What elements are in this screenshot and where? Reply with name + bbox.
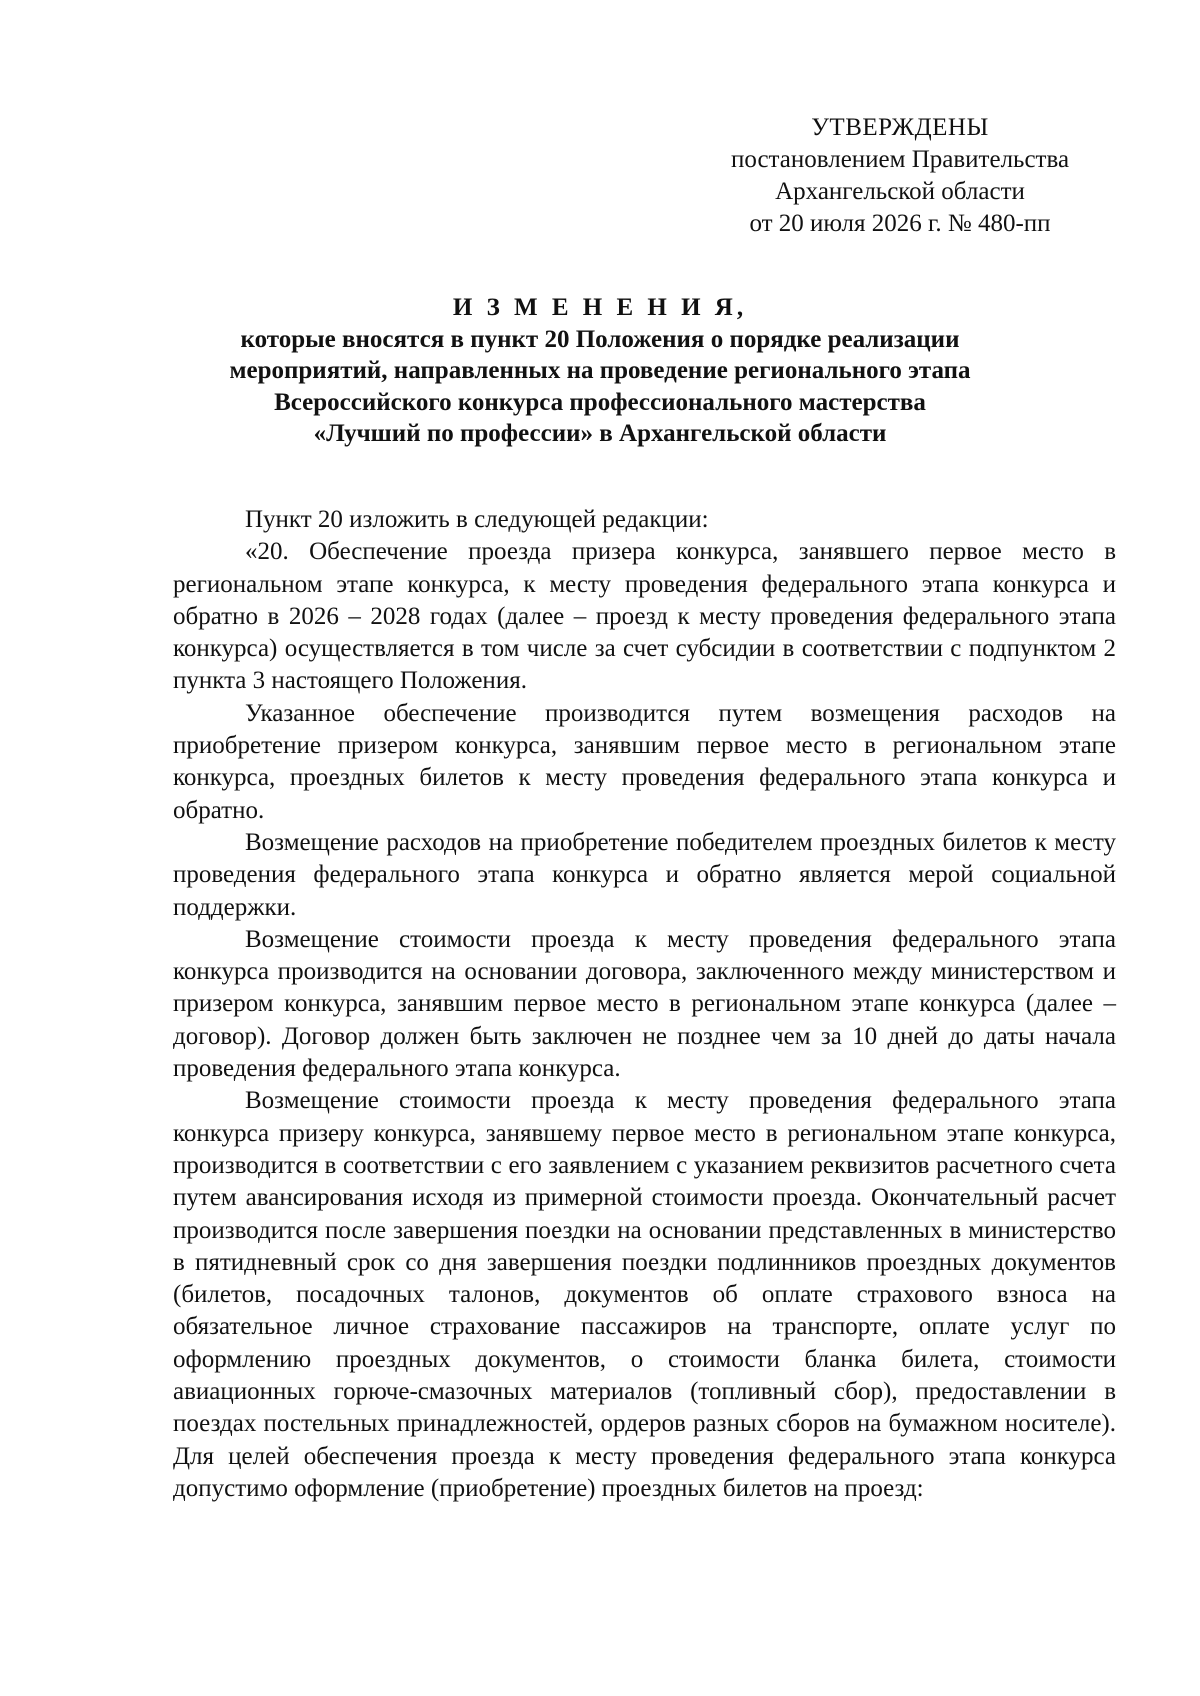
- document-heading: [150, 292, 1050, 450]
- body-paragraph: «20. Обеспечение проезда призера конкурса, занявшего первое место в региональном этапе конкурса, к месту проведения федерального этапа конкурса и обратно в 2026 – 2028 годах (далее – проезд к месту проведения федерального этапа конкурса) осуществляется в том числе за счет субсидии в соответствии с подпунктом 2 пункта 3 настоящего Положения.: [173, 538, 1116, 695]
- approval-stamp: [690, 112, 1110, 240]
- document-subtitle-line-4: «Лучший по профессии» в Архангельской области: [313, 420, 887, 447]
- document-subtitle-line-2: мероприятий, направленных на проведение регионального этапа: [229, 357, 971, 384]
- document-subtitle-line-1: которые вносятся в пункт 20 Положения о порядке реализации: [240, 325, 960, 353]
- approval-line-1: постановлением Правительства: [730, 146, 1070, 173]
- approval-title: УТВЕРЖДЕНЫ: [811, 114, 989, 141]
- body-paragraph: Возмещение стоимости проезда к месту проведения федерального этапа конкурса производится на основании договора, заключенного между министерством и призером конкурса, занявшим первое место в региональном этапе конкурса (далее – договор). Договор должен быть заключен не позднее чем за 10 дней до даты начала проведения федерального этапа конкурса.: [173, 925, 1116, 1083]
- document-subtitle-line-3: Всероссийского конкурса профессионального мастерства: [274, 388, 926, 416]
- document-body: [173, 504, 1116, 1505]
- body-paragraph: Возмещение расходов на приобретение победителем проездных билетов к месту проведения федерального этапа конкурса и обратно является мерой социальной поддержки.: [173, 828, 1116, 921]
- approval-line-3: от 20 июля 2026 г. № 480-пп: [749, 210, 1051, 237]
- body-paragraph: Возмещение стоимости проезда к месту проведения федерального этапа конкурса призеру конкурса, занявшему первое место в региональном этапе конкурса, производится в соответствии с его заявлением с указанием реквизитов расчетного счета путем авансирования исходя из примерной стоимости проезда. Окончательный расчет производится после завершения поездки на основании представленных в министерство в пятидневный срок со дня завершения поездки подлинников проездных документов (билетов, посадочных талонов, документов об оплате страхового взноса на обязательное личное страхование пассажиров на транспорте, оплате услуг по оформлению проездных документов, о стоимости бланка билета, стоимости авиационных горюче-смазочных материалов (топливный сбор), предоставлении в поездах постельных принадлежностей, ордеров разных сборов на бумажном носителе). Для целей обеспечения проезда к месту проведения федерального этапа конкурса допустимо оформление (приобретение) проездных билетов на проезд:: [173, 1087, 1116, 1502]
- intro-paragraph: Пункт 20 изложить в следующей редакции:: [245, 506, 709, 533]
- body-paragraph: Указанное обеспечение производится путем возмещения расходов на приобретение призером конкурса, занявшим первое место в региональном этапе конкурса, проездных билетов к месту проведения федерального этапа конкурса и обратно.: [173, 699, 1116, 824]
- document-title: И З М Е Н Е Н И Я,: [452, 294, 748, 321]
- approval-line-2: Архангельской области: [775, 178, 1025, 205]
